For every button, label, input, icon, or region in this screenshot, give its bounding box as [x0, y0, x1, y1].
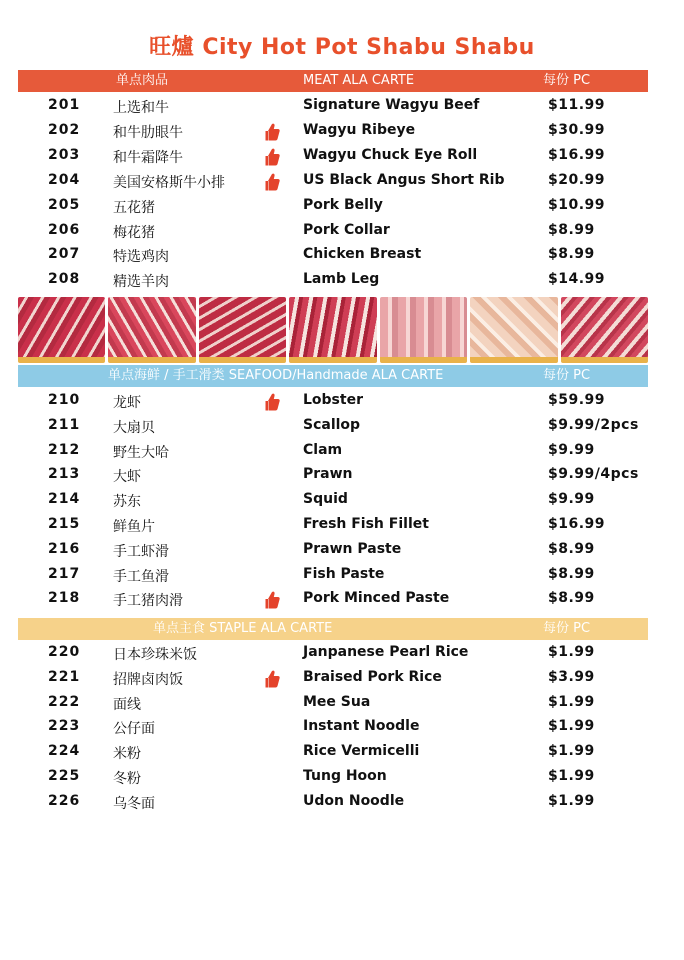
thumbs-up-icon — [265, 147, 281, 167]
item-name-zh: 苏东 — [113, 494, 141, 511]
menu-row — [0, 268, 684, 292]
menu-row — [0, 144, 684, 168]
item-code: 201 — [48, 97, 81, 113]
item-name-zh: 和牛肋眼牛 — [113, 124, 183, 141]
item-code: 211 — [48, 416, 81, 433]
menu-row — [0, 587, 684, 611]
item-price: $1.99 — [548, 768, 595, 784]
item-price: $1.99 — [548, 718, 595, 735]
item-name-zh: 手工虾滑 — [113, 543, 169, 560]
menu-row — [0, 790, 684, 814]
item-name-zh: 冬粉 — [113, 771, 141, 787]
item-name-zh: 手工鱼滑 — [113, 568, 169, 585]
item-name-zh: 美国安格斯牛小排 — [113, 174, 225, 191]
menu-row — [0, 243, 684, 267]
thumbs-up-icon — [265, 590, 281, 610]
item-price: $30.99 — [548, 121, 606, 138]
item-price: $8.99 — [548, 590, 595, 607]
staple-section-header — [18, 618, 648, 640]
item-code: 204 — [48, 171, 81, 188]
meat-photo — [108, 297, 195, 363]
item-name-en: Pork Minced Paste — [303, 590, 450, 607]
item-name-en: Rice Vermicelli — [303, 743, 420, 760]
item-code: 214 — [48, 491, 81, 508]
item-name-zh: 和牛霜降牛 — [113, 149, 183, 166]
meat-header-zh: 单点肉品 — [116, 73, 169, 88]
meat-photo — [561, 297, 648, 363]
staple-header-per: 每份 PC — [543, 621, 591, 636]
item-code: 207 — [48, 246, 81, 263]
item-code: 226 — [48, 792, 81, 809]
meat-header-en: MEAT ALA CARTE — [303, 73, 415, 88]
item-name-en: Lamb Leg — [303, 271, 380, 288]
thumbs-up-icon — [265, 669, 281, 689]
staple-header-title: 单点主食 STAPLE ALA CARTE — [153, 621, 333, 636]
item-price: $8.99 — [548, 565, 595, 582]
item-code: 210 — [48, 392, 81, 408]
item-name-zh: 面线 — [113, 696, 141, 713]
item-name-en: Udon Noodle — [303, 792, 405, 809]
item-price: $8.99 — [548, 540, 595, 557]
item-name-en: Janpanese Pearl Rice — [303, 644, 469, 660]
item-code: 217 — [48, 565, 81, 582]
seafood-section-header — [18, 365, 648, 387]
item-code: 203 — [48, 146, 81, 163]
item-name-zh: 日本珍珠米饭 — [113, 647, 197, 663]
menu-row — [0, 666, 684, 690]
item-price: $10.99 — [548, 196, 606, 213]
thumbs-up-icon — [265, 122, 281, 142]
item-name-en: Prawn Paste — [303, 540, 402, 557]
item-code: 223 — [48, 718, 81, 735]
item-price: $16.99 — [548, 146, 606, 163]
item-code: 212 — [48, 441, 81, 458]
item-code: 205 — [48, 196, 81, 213]
meat-photo — [18, 297, 105, 363]
item-price: $11.99 — [548, 97, 606, 113]
menu-row — [0, 439, 684, 463]
menu-row — [0, 740, 684, 764]
seafood-header-per: 每份 PC — [543, 368, 591, 383]
menu-row — [0, 691, 684, 715]
menu-row — [0, 641, 684, 665]
item-code: 221 — [48, 668, 81, 685]
item-name-en: Braised Pork Rice — [303, 668, 442, 685]
item-name-zh: 龙虾 — [113, 395, 141, 411]
item-name-en: Lobster — [303, 392, 363, 408]
item-name-en: Wagyu Ribeye — [303, 121, 416, 138]
item-price: $9.99 — [548, 441, 595, 458]
item-price: $20.99 — [548, 171, 606, 188]
meat-photo — [380, 297, 467, 363]
item-name-zh: 大虾 — [113, 469, 141, 486]
item-name-en: Fish Paste — [303, 565, 385, 582]
item-name-en: US Black Angus Short Rib — [303, 171, 505, 188]
item-code: 225 — [48, 768, 81, 784]
item-name-en: Pork Collar — [303, 221, 390, 238]
thumbs-up-icon — [265, 392, 281, 412]
menu-title: 旺爐 City Hot Pot Shabu Shabu — [149, 35, 535, 60]
item-price: $9.99/2pcs — [548, 416, 639, 433]
menu-row — [0, 194, 684, 218]
item-name-zh: 精选羊肉 — [113, 274, 169, 291]
item-name-zh: 特选鸡肉 — [113, 249, 169, 266]
menu-row — [0, 765, 684, 789]
menu-row — [0, 563, 684, 587]
menu-row — [0, 715, 684, 739]
item-code: 213 — [48, 466, 81, 483]
menu-row — [0, 119, 684, 143]
item-name-zh: 米粉 — [113, 746, 141, 763]
menu-row — [0, 389, 684, 413]
item-name-zh: 大扇贝 — [113, 419, 155, 436]
item-price: $16.99 — [548, 516, 606, 532]
meat-photo — [470, 297, 557, 363]
item-code: 224 — [48, 743, 81, 760]
item-name-zh: 手工猪肉滑 — [113, 593, 183, 610]
item-name-en: Fresh Fish Fillet — [303, 516, 429, 532]
meat-photo — [289, 297, 376, 363]
item-name-zh: 公仔面 — [113, 721, 155, 738]
item-code: 206 — [48, 221, 81, 238]
item-price: $8.99 — [548, 246, 595, 263]
item-name-en: Signature Wagyu Beef — [303, 97, 480, 113]
item-name-en: Instant Noodle — [303, 718, 420, 735]
item-name-en: Chicken Breast — [303, 246, 422, 263]
item-code: 215 — [48, 516, 81, 532]
meat-header-per: 每份 PC — [543, 73, 591, 88]
item-name-zh: 乌冬面 — [113, 795, 155, 812]
item-name-en: Squid — [303, 491, 348, 508]
item-price: $8.99 — [548, 221, 595, 238]
item-price: $9.99/4pcs — [548, 466, 639, 483]
item-price: $1.99 — [548, 644, 595, 660]
item-price: $1.99 — [548, 792, 595, 809]
item-name-en: Mee Sua — [303, 693, 371, 710]
item-name-en: Clam — [303, 441, 343, 458]
menu-row — [0, 463, 684, 487]
menu-row — [0, 488, 684, 512]
menu-row — [0, 414, 684, 438]
item-code: 216 — [48, 540, 81, 557]
item-code: 220 — [48, 644, 81, 660]
item-price: $59.99 — [548, 392, 606, 408]
menu-row — [0, 94, 684, 118]
item-name-en: Scallop — [303, 416, 361, 433]
item-name-en: Pork Belly — [303, 196, 383, 213]
menu-row — [0, 538, 684, 562]
item-code: 222 — [48, 693, 81, 710]
item-name-zh: 鲜鱼片 — [113, 519, 155, 535]
item-price: $1.99 — [548, 743, 595, 760]
item-name-zh: 招牌卤肉饭 — [113, 671, 183, 688]
item-code: 202 — [48, 121, 81, 138]
item-code: 208 — [48, 271, 81, 288]
item-price: $3.99 — [548, 668, 595, 685]
item-price: $9.99 — [548, 491, 595, 508]
item-name-zh: 梅花猪 — [113, 224, 155, 241]
item-code: 218 — [48, 590, 81, 607]
menu-row — [0, 219, 684, 243]
item-name-zh: 上选和牛 — [113, 100, 169, 116]
item-name-zh: 五花猪 — [113, 199, 155, 216]
menu-row — [0, 513, 684, 537]
meat-photo-strip — [18, 297, 648, 357]
item-name-en: Prawn — [303, 466, 353, 483]
meat-section-header — [18, 70, 648, 92]
item-name-en: Wagyu Chuck Eye Roll — [303, 146, 478, 163]
thumbs-up-icon — [265, 172, 281, 192]
meat-photo — [199, 297, 286, 363]
item-name-en: Tung Hoon — [303, 768, 387, 784]
seafood-header-title: 单点海鲜 / 手工滑类 SEAFOOD/Handmade ALA CARTE — [108, 368, 444, 383]
item-price: $14.99 — [548, 271, 606, 288]
item-price: $1.99 — [548, 693, 595, 710]
item-name-zh: 野生大哈 — [113, 444, 169, 461]
menu-row — [0, 169, 684, 193]
